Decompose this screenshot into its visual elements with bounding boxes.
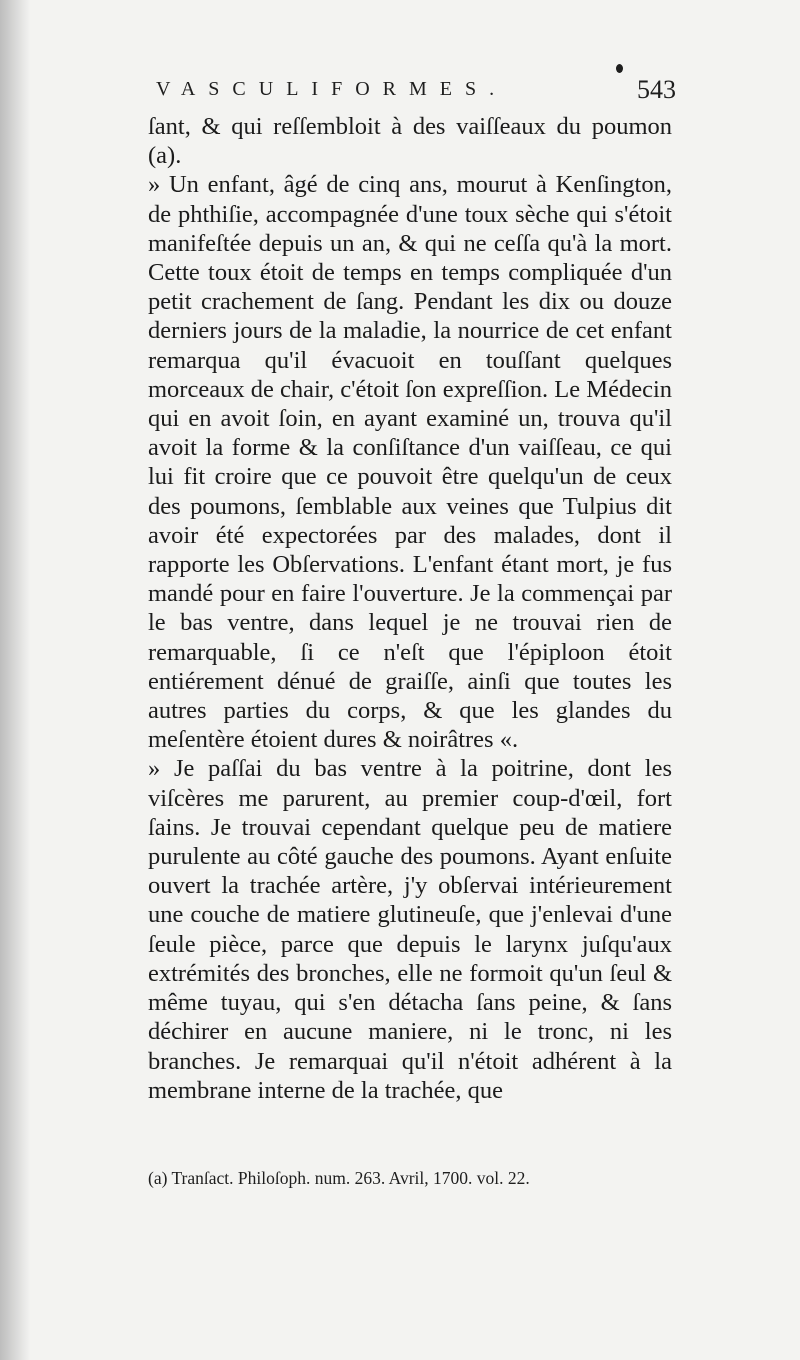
footnote: (a) Tranſact. Philoſoph. num. 263. Avril, 1700. vol. 22.	[148, 1168, 530, 1188]
running-title: VASCULIFORMES.	[156, 78, 508, 100]
ornament-dot-icon	[616, 64, 623, 73]
gutter-shadow	[0, 0, 30, 1360]
paragraph: » Je paſſai du bas ventre à la poitrine, dont les viſcères me parurent, au premier coup-d'œil, fort ſains. Je trouvai cependant quelque peu de matiere purulente au côté gauche des poumons. Ayant enſuite ouvert la trachée artère, j'y obſervai intérieurement une couche de matiere glutineuſe, que j'enlevai d'une ſeule pièce, parce que depuis le larynx juſqu'aux extrémités des bronches, elle ne formoit qu'un ſeul & même tuyau, qui s'en détacha ſans peine, & ſans déchirer en aucune maniere, ni le tronc, ni les branches. Je remarquai qu'il n'étoit adhérent à la membrane interne de la trachée, que	[148, 755, 672, 1104]
page-number: 543	[637, 75, 676, 104]
page-header	[150, 75, 680, 108]
paragraph: » Un enfant, âgé de cinq ans, mourut à Kenſington, de phthiſie, accompagnée d'une toux sèche qui s'étoit manifeſtée depuis un an, & qui ne ceſſa qu'à la mort. Cette toux étoit de temps en temps compliquée d'un petit crachement de ſang. Pendant les dix ou douze derniers jours de la maladie, la nourrice de cet enfant remarqua qu'il évacuoit en touſſant quelques morceaux de chair, c'étoit ſon expreſſion. Le Médecin qui en avoit ſoin, en ayant examiné un, trouva qu'il avoit la forme & la conſiſtance d'un vaiſſeau, ce qui lui fit croire que ce pouvoit être quelqu'un de ceux des poumons, ſemblable aux veines que Tulpius dit avoir été expectorées par des malades, dont il rapporte les Obſervations. L'enfant étant mort, je fus mandé pour en faire l'ouverture. Je la commençai par le bas ventre, dans lequel je ne trouvai rien de remarquable, ſi ce n'eſt que l'épiploon étoit entiérement dénué de graiſſe, ainſi que toutes les autres parties du corps, & que les glandes du meſentère étoient dures & noirâtres «.	[148, 171, 672, 754]
paragraph: ſant, & qui reſſembloit à des vaiſſeaux du poumon (a).	[148, 113, 672, 170]
body-text	[148, 112, 672, 1105]
